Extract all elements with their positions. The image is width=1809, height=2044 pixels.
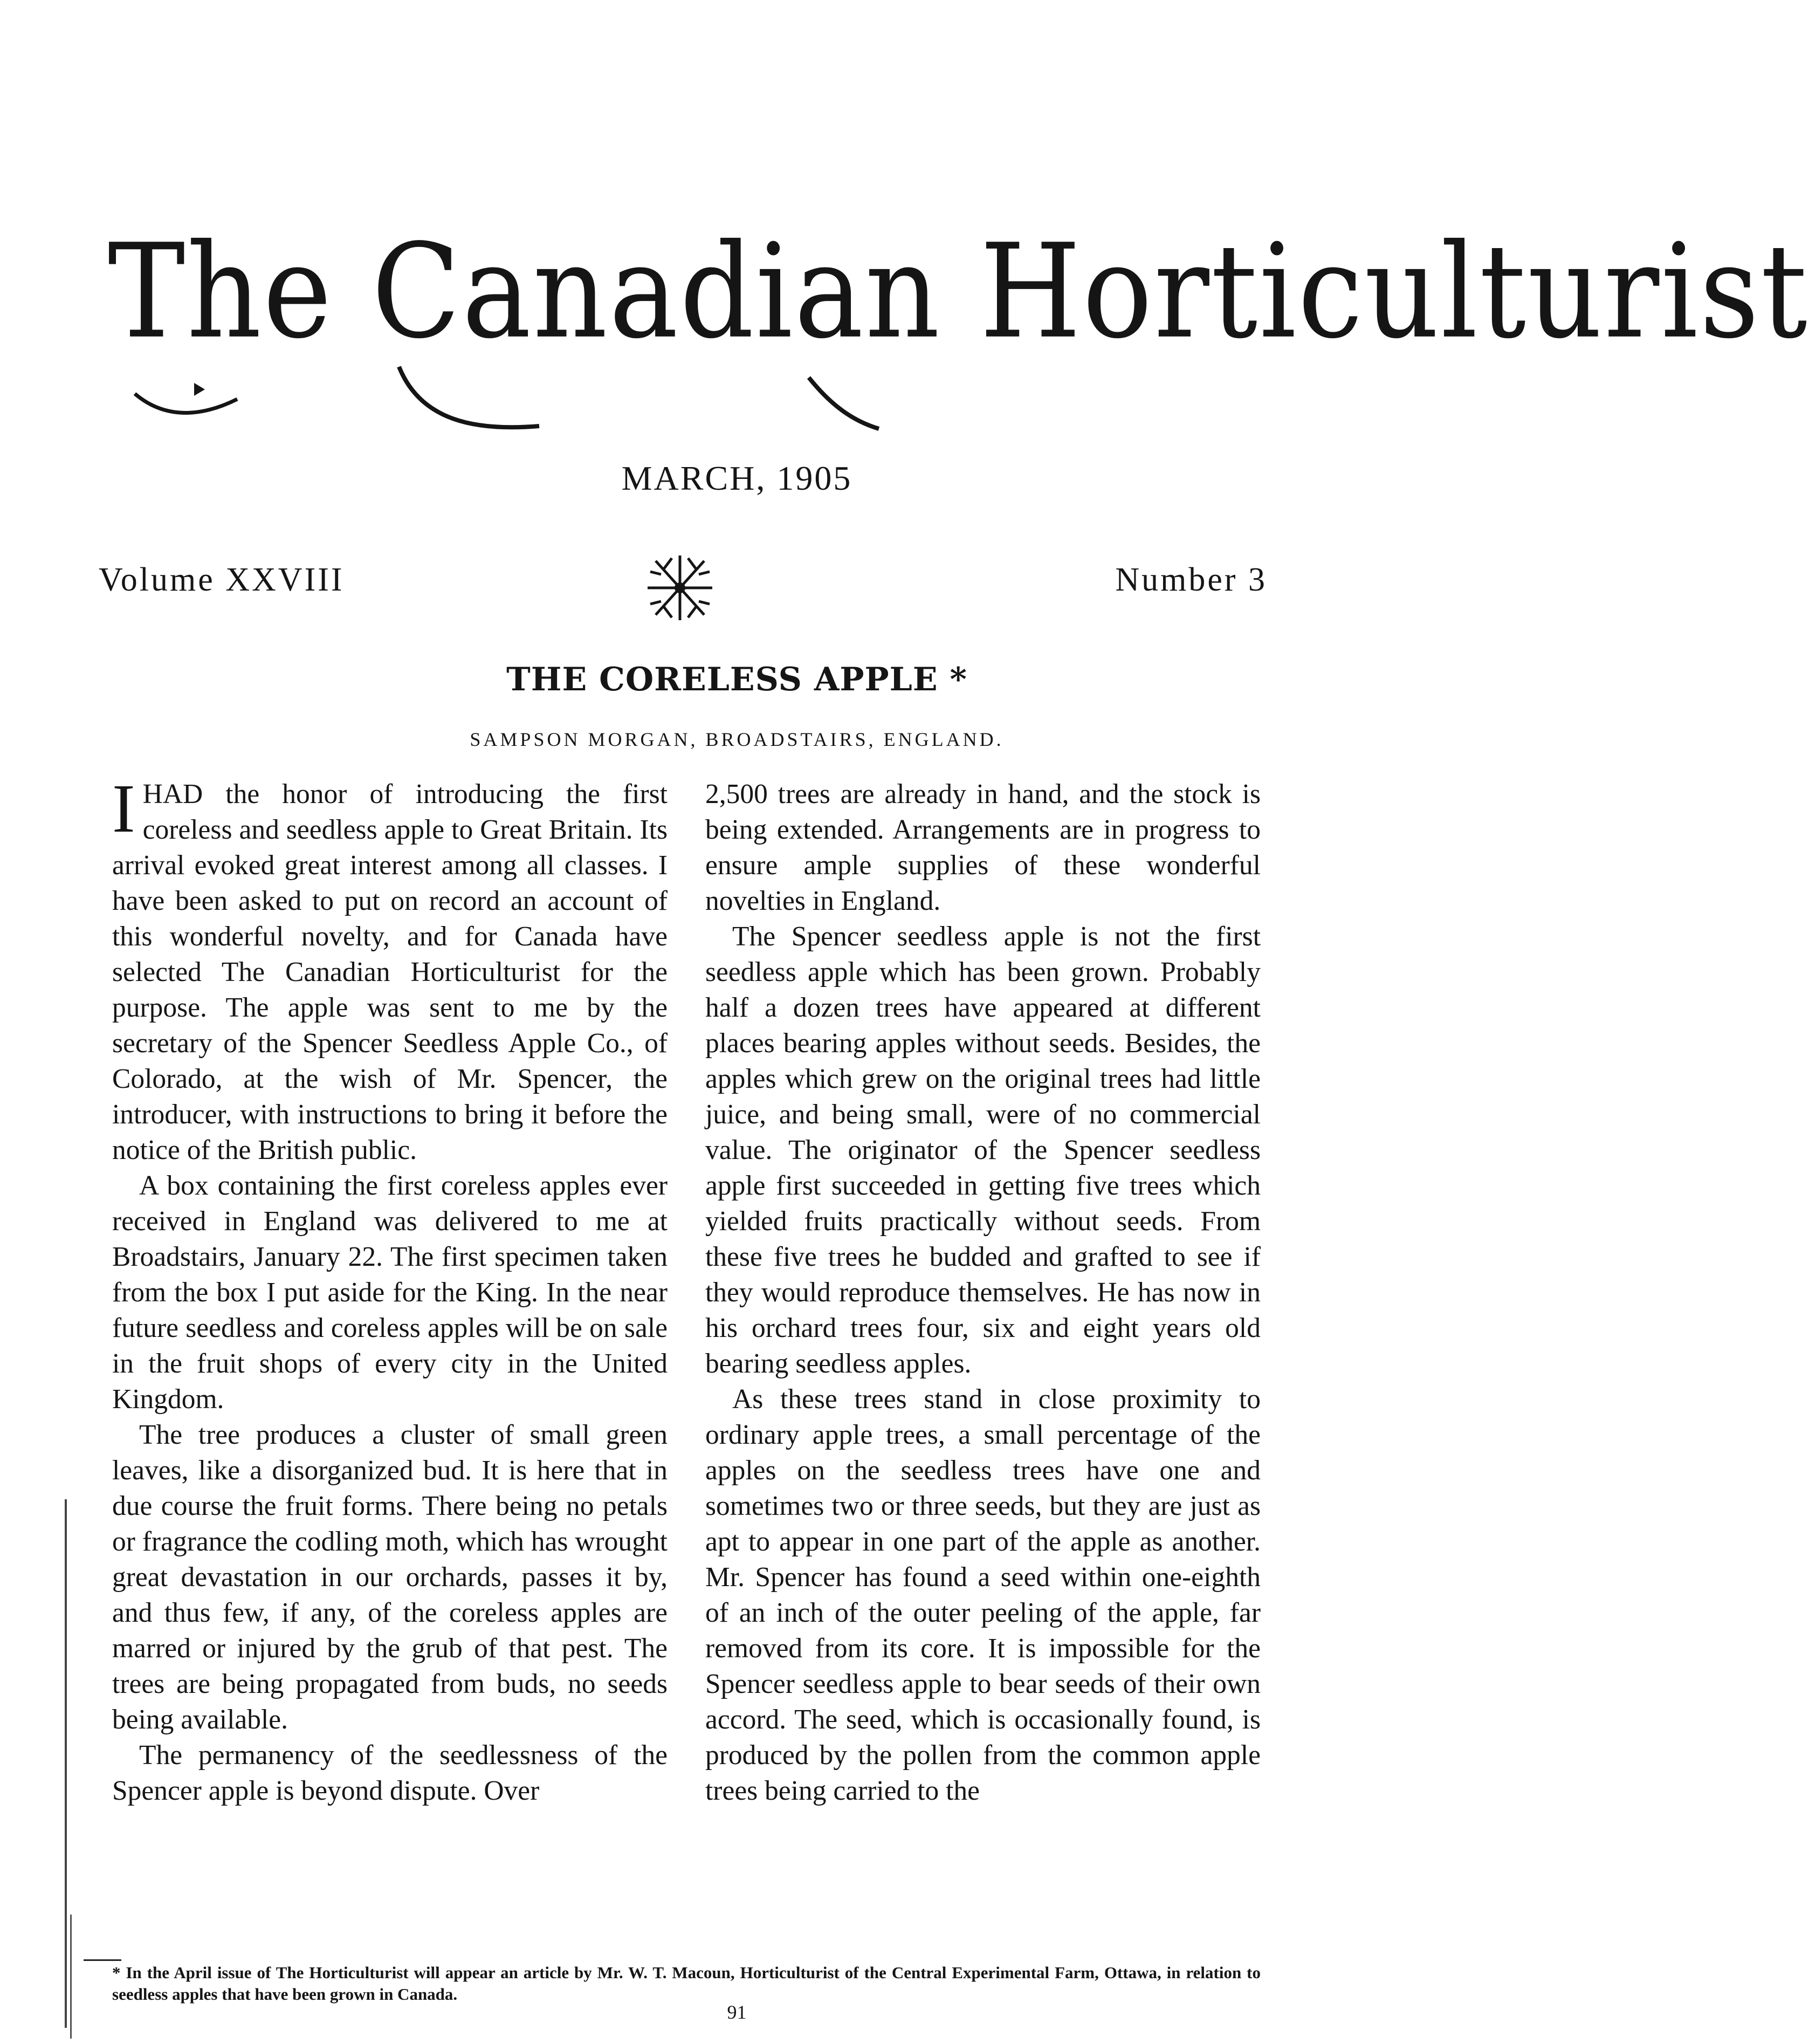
paragraph: The tree produces a cluster of small green leaves, like a disorganized bud. It is here that in due course the fruit forms. There being no petals or fragrance the codling moth, which has wrought great devastation in our orchards, passes it by, and thus few, if any, of the coreless apples are marred or injured by the grub of that pest. The trees are being propagated from buds, no seeds being available.	[112, 1419, 668, 1735]
paragraph: The Spencer seedless apple is not the first seedless apple which has been grown. Probably half a dozen trees have appeared at different places bearing apples without seeds. Besides, the apples which grew on the original trees had little juice, and being small, were of no commercial value. The originator of the Spencer seedless apple first succeeded in getting five trees which yielded fruits practically without seeds. From these five trees he budded and grafted to see if they would reproduce themselves. He has now in his orchard trees four, six and eight years old bearing seedless apples.	[705, 921, 1261, 1379]
volume-label: Volume XXVIII	[99, 561, 345, 598]
masthead	[108, 215, 1809, 442]
masthead-title: The Canadian Horticulturist	[108, 215, 1809, 367]
left-column	[112, 770, 668, 1809]
article-byline: SAMPSON MORGAN, BROADSTAIRS, ENGLAND.	[470, 729, 1004, 750]
floral-ornament-icon	[645, 550, 715, 626]
scan-margin-mark	[70, 1915, 72, 2039]
paragraph: As these trees stand in close proximity to ordinary apple trees, a small percentage of the apples on the seedless trees have one and sometimes two or three seeds, but they are just as apt to appear in one part of the apple as another. Mr. Spencer has found a seed within one-eighth of an inch of the outer peeling of the apple, far removed from its core. It is impossible for the Spencer seedless apple to bear seeds of their own accord. The seed, which is occasionally found, is produced by the pollen from the common apple trees being carried to the	[705, 1384, 1261, 1806]
paragraph: The permanency of the seedlessness of the Spencer apple is beyond dispute. Over	[112, 1740, 668, 1806]
page-number: 91	[727, 2001, 747, 2023]
issue-number-label: Number 3	[1115, 561, 1267, 598]
article-title: THE CORELESS APPLE *	[506, 661, 967, 698]
paragraph-continuation: 2,500 trees are already in hand, and the stock is being extended. Arrangements are in progress to ensure ample supplies of these wonderful novelties in England.	[705, 779, 1261, 916]
scan-margin-mark	[65, 1499, 67, 2028]
right-column	[705, 777, 1261, 1809]
footnote: * In the April issue of The Horticulturist will appear an article by Mr. W. T. Macoun, Horticulturist of the Central Experimental Farm, Ottawa, in relation to seedless apples that have been grown in Canada.	[112, 1963, 1261, 2004]
issue-date: MARCH, 1905	[621, 459, 852, 497]
paragraph: A box containing the first coreless apples ever received in England was delivered to me at Broadstairs, January 22. The first specimen taken from the box I put aside for the King. In the near future seedless and coreless apples will be on sale in the fruit shops of every city in the United Kingdom.	[112, 1170, 668, 1415]
masthead-swash-ornament	[129, 361, 884, 437]
footnote-divider	[84, 1959, 121, 1961]
paragraph: IHAD the honor of introducing the first coreless and seedless apple to Great Britain. Its arrival evoked great interest among all classes. I have been asked to put on record an account of this wonderful novelty, and for Canada have selected The Canadian Horticulturist for the purpose. The apple was sent to me by the secretary of the Spencer Seedless Apple Co., of Colorado, at the wish of Mr. Spencer, the introducer, with instructions to bring it before the notice of the British public.	[112, 770, 668, 1165]
drop-cap: I	[112, 770, 135, 847]
